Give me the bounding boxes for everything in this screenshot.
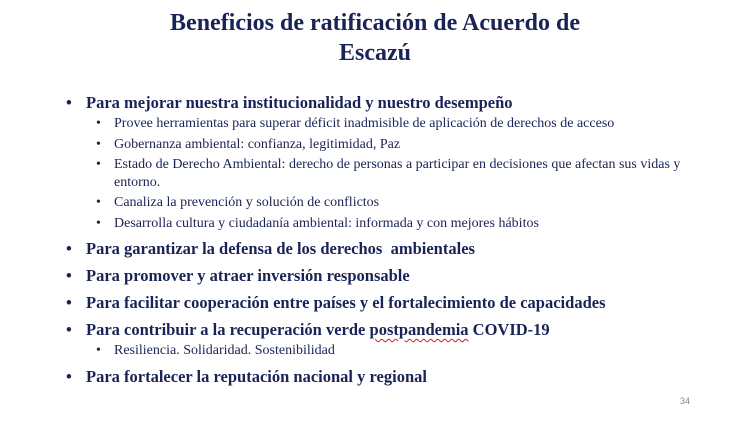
bullet-icon: • [96, 343, 101, 358]
sub-point-text: Estado de Derecho Ambiental: derecho de personas a participar en decisiones que afectan sus vidas y entorno. [114, 157, 681, 190]
benefit-point [66, 367, 706, 387]
bullet-icon: • [66, 239, 72, 258]
slide-title-line-1: Beneficios de ratificación de Acuerdo de [170, 10, 580, 36]
spellcheck-marked-word: postpandemia [369, 320, 469, 339]
sub-point-text: Resiliencia. Solidaridad. Sostenibilidad [114, 343, 335, 358]
bullet-icon: • [96, 195, 101, 210]
benefit-point [66, 239, 706, 259]
benefit-text: Para facilitar cooperación entre países y el fortalecimiento de capacidades [86, 293, 606, 312]
benefit-text: Para garantizar la defensa de los derechos ambientales [86, 239, 475, 258]
sub-list [86, 115, 706, 232]
slide-title [0, 8, 750, 68]
benefit-point [66, 93, 706, 232]
benefit-text-before: Para contribuir a la recuperación verde [86, 320, 370, 339]
benefit-text: Para mejorar nuestra institucionalidad y nuestro desempeño [86, 93, 513, 112]
sub-point-text: Provee herramientas para superar déficit inadmisible de aplicación de derechos de acceso [114, 116, 615, 131]
sub-point-text: Desarrolla cultura y ciudadanía ambiental: informada y con mejores hábitos [114, 215, 539, 231]
bullet-icon: • [66, 93, 72, 112]
sub-point [96, 156, 706, 191]
sub-point [96, 342, 706, 360]
sub-point [96, 215, 706, 233]
sub-point [96, 115, 706, 133]
sub-point-text: Gobernanza ambiental: confianza, legitimidad, Paz [114, 136, 401, 152]
slide-title-line-2: Escazú [339, 40, 411, 66]
benefit-text: Para promover y atraer inversión responsable [86, 266, 410, 285]
sub-point [96, 136, 706, 154]
bullet-icon: • [66, 320, 72, 339]
bullet-icon: • [66, 266, 72, 285]
bullet-icon: • [66, 293, 72, 312]
benefit-point [66, 293, 706, 313]
benefits-list [66, 93, 706, 394]
sub-list [86, 342, 706, 360]
benefit-text: Para fortalecer la reputación nacional y regional [86, 366, 427, 386]
benefit-point [66, 266, 706, 286]
bullet-icon: • [66, 366, 72, 386]
benefit-text [86, 320, 550, 339]
bullet-icon: • [96, 116, 101, 131]
bullet-icon: • [96, 157, 101, 172]
sub-point [96, 194, 706, 212]
benefit-point [66, 320, 706, 360]
sub-point-text: Canaliza la prevención y solución de conflictos [114, 195, 380, 210]
page-number: 34 [679, 396, 690, 406]
benefit-text-after: COVID-19 [468, 320, 550, 339]
bullet-icon: • [96, 136, 101, 152]
bullet-icon: • [96, 215, 101, 231]
